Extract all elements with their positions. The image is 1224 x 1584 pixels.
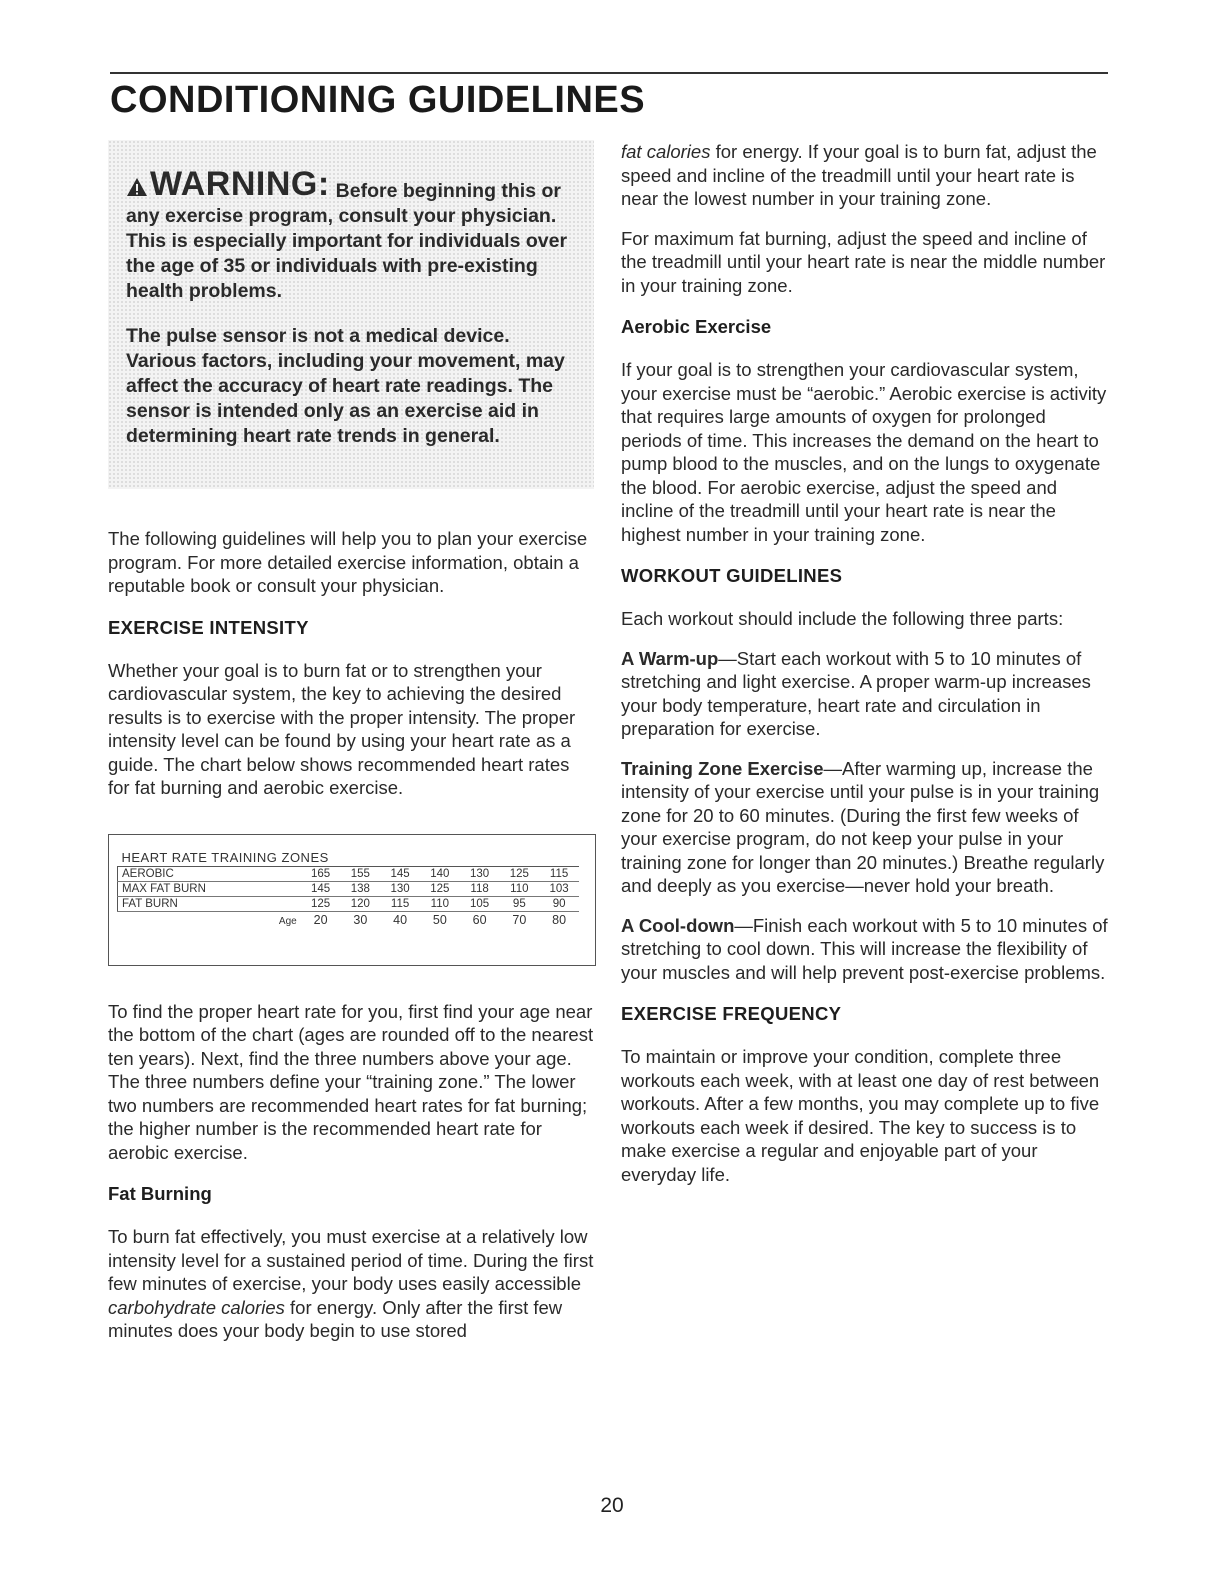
age-row bbox=[118, 911, 580, 928]
heart-rate-value: 115 bbox=[539, 866, 579, 881]
heart-rate-chart bbox=[108, 834, 596, 966]
age-value: 70 bbox=[512, 912, 527, 927]
heart-rate-value: 165 bbox=[301, 866, 341, 881]
heart-rate-value: 155 bbox=[340, 866, 380, 881]
heart-rate-value: 125 bbox=[420, 881, 460, 896]
warning-triangle-icon bbox=[126, 177, 148, 197]
heart-rate-value: 138 bbox=[340, 881, 380, 896]
fat-burning-text-a: To burn fat effectively, you must exercise at a relatively low intensity level for a sustained period of time. During the first few minutes of exercise, your body uses easily accessible bbox=[108, 1226, 594, 1294]
warning-heading bbox=[126, 165, 336, 203]
fat-calories-term: fat calories bbox=[621, 141, 711, 162]
heart-rate-value: 130 bbox=[380, 881, 420, 896]
zone-row-fat-burn bbox=[118, 896, 580, 911]
heart-rate-value: 105 bbox=[460, 896, 500, 911]
heart-rate-value: 95 bbox=[499, 896, 539, 911]
fat-burning-paragraph-2: For maximum fat burning, adjust the speed and incline of the treadmill until your heart rate is near the middle number in your training zone. bbox=[621, 227, 1106, 296]
age-value: 60 bbox=[472, 912, 487, 927]
left-column bbox=[108, 140, 594, 1343]
workout-intro: Each workout should include the following three parts: bbox=[621, 608, 1064, 629]
fat-burning-continued bbox=[621, 140, 1111, 211]
age-value: 30 bbox=[353, 912, 368, 927]
warmup-lead: A Warm-up bbox=[621, 647, 719, 669]
heart-rate-value: 145 bbox=[380, 866, 420, 881]
page-title: CONDITIONING GUIDELINES bbox=[110, 79, 646, 121]
zone-row-aerobic bbox=[118, 866, 580, 881]
heart-rate-table bbox=[117, 849, 579, 928]
heart-rate-value: 115 bbox=[380, 896, 420, 911]
heart-rate-value: 130 bbox=[460, 866, 500, 881]
fat-burning-paragraph-1 bbox=[108, 1225, 594, 1343]
heart-rate-value: 120 bbox=[340, 896, 380, 911]
heart-rate-value: 110 bbox=[420, 896, 460, 911]
warmup-text: —Start each workout with 5 to 10 minutes of stretching and light exercise. A proper warm-up increases your body temperature, heart rate and circulation in preparation for exercise. bbox=[621, 647, 1091, 739]
warning-box bbox=[108, 140, 594, 489]
frequency-paragraph: To maintain or improve your condition, complete three workouts each week, with at least one day of rest between workouts. After a few months, you may complete up to five workouts each week if desired. The key to success is to make exercise a regular and enjoyable part of your everyday life. bbox=[621, 1046, 1100, 1185]
training-zone-text: —After warming up, increase the intensity of your exercise until your pulse is in your training zone for 20 to 60 minutes. (During the first few weeks of your exercise program, do not keep your pulse in your training zone for longer than 20 minutes.) Breathe regularly and deeply as you exercise—never hold your breath. bbox=[621, 757, 1105, 896]
exercise-intensity-heading: EXERCISE INTENSITY bbox=[108, 616, 309, 638]
right-column bbox=[621, 140, 1111, 1186]
intensity-paragraph-1: Whether your goal is to burn fat or to strengthen your cardiovascular system, the key to achieving the desired results is to exercise with the proper intensity. The proper intensity level can be found by using your heart rate as a guide. The chart below shows recommended heart rates for fat burning and aerobic exercise. bbox=[108, 659, 576, 798]
fat-burning-text-b: for energy. Only after the first few minutes does your body begin to use stored bbox=[108, 1296, 563, 1341]
workout-guidelines-heading: WORKOUT GUIDELINES bbox=[621, 565, 843, 586]
warmup-paragraph bbox=[621, 647, 1111, 741]
heart-rate-value: 110 bbox=[499, 881, 539, 896]
aerobic-exercise-heading: Aerobic Exercise bbox=[621, 316, 772, 337]
intro-paragraph: The following guidelines will help you to plan your exercise program. For more detailed exercise information, obtain a reputable book or consult your physician. bbox=[108, 528, 588, 596]
heart-rate-value: 125 bbox=[301, 896, 341, 911]
aerobic-paragraph: If your goal is to strengthen your cardiovascular system, your exercise must be “aerobic.” Aerobic exercise is activity that requires large amounts of oxygen for prolonged periods of time. This increases the demand on the heart to pump blood to the muscles, and on the lungs to oxygenate the blood. For aerobic exercise, adjust the speed and incline of the treadmill until your heart rate is near the highest number in your training zone. bbox=[621, 359, 1107, 545]
fat-burning-heading: Fat Burning bbox=[108, 1183, 212, 1204]
heart-rate-value: 140 bbox=[420, 866, 460, 881]
heart-rate-value: 125 bbox=[499, 866, 539, 881]
heart-rate-value: 145 bbox=[301, 881, 341, 896]
zone-row-max-fat-burn bbox=[118, 881, 580, 896]
heart-rate-value: 90 bbox=[539, 896, 579, 911]
age-value: 40 bbox=[393, 912, 408, 927]
zone-label: MAX FAT BURN bbox=[118, 881, 301, 896]
carbohydrate-calories-term: carbohydrate calories bbox=[108, 1296, 285, 1318]
heart-rate-value: 103 bbox=[539, 881, 579, 896]
cooldown-text: —Finish each workout with 5 to 10 minutes of stretching to cool down. This will increase the flexibility of your muscles and will help prevent post-exercise problems. bbox=[621, 914, 1108, 983]
cooldown-paragraph bbox=[621, 914, 1111, 985]
zone-label: FAT BURN bbox=[118, 896, 301, 911]
zone-label: AEROBIC bbox=[118, 866, 301, 881]
exercise-frequency-heading: EXERCISE FREQUENCY bbox=[621, 1003, 842, 1024]
chart-title: HEART RATE TRAINING ZONES bbox=[118, 849, 580, 867]
page-number: 20 bbox=[600, 1494, 624, 1517]
heart-rate-value: 118 bbox=[460, 881, 500, 896]
intensity-paragraph-2: To find the proper heart rate for you, first find your age near the bottom of the chart (ages are rounded off to the nearest ten years). Next, find the three numbers above your age. The three numbers define your “training zone.” The lower two numbers are recommended heart rates for fat burning; the higher number is the recommended heart rate for aerobic exercise. bbox=[108, 1000, 594, 1163]
warning-text: Before beginning this or any exercise program, consult your physician. This is especially important for individuals over the age of 35 or individuals with pre-existing health problems. bbox=[126, 180, 568, 302]
warning-word: WARNING: bbox=[150, 165, 330, 203]
age-value: 80 bbox=[552, 912, 567, 927]
age-value: 20 bbox=[313, 912, 328, 927]
age-label: Age bbox=[278, 915, 297, 927]
cooldown-lead: A Cool-down bbox=[621, 914, 735, 936]
age-value: 50 bbox=[432, 912, 447, 927]
training-zone-lead: Training Zone Exercise bbox=[621, 757, 824, 779]
warning-paragraph-1 bbox=[126, 165, 574, 304]
fat-burning-text-c: for energy. If your goal is to burn fat, adjust the speed and incline of the treadmill until your heart rate is near the lowest number in your training zone. bbox=[621, 141, 1097, 209]
warning-paragraph-2: The pulse sensor is not a medical device. Various factors, including your movement, may affect the accuracy of heart rate readings. The sensor is intended only as an exercise aid in determining heart rate trends in general. bbox=[126, 325, 565, 447]
chart-title-row bbox=[118, 849, 580, 867]
top-rule bbox=[110, 72, 1108, 74]
training-zone-paragraph bbox=[621, 757, 1111, 898]
age-label-cell bbox=[118, 911, 301, 928]
